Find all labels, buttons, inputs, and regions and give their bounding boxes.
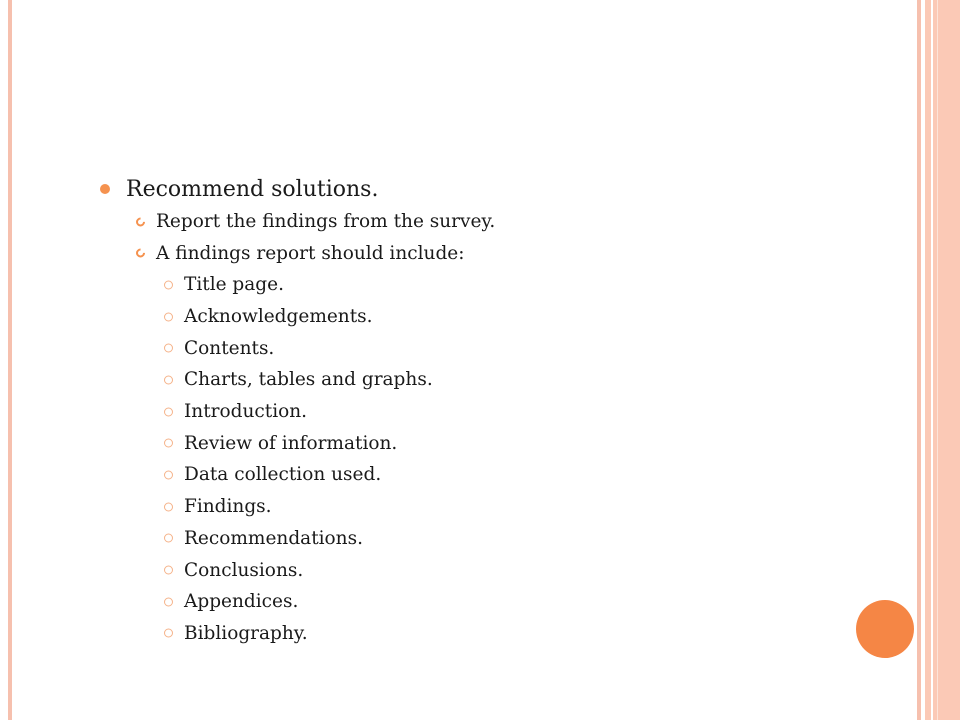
slide-content — [100, 172, 900, 649]
ring-bullet-icon — [164, 597, 173, 606]
bullet-text: Recommend solutions. — [126, 176, 379, 202]
list-item-text: Data collection used. — [184, 464, 382, 486]
frame-right-stripe-inner — [937, 0, 938, 720]
frame-right-stripe — [931, 0, 933, 720]
list-item-text: Bibliography. — [184, 622, 308, 644]
ring-bullet-icon — [164, 502, 173, 511]
list-item-title-page — [100, 269, 900, 301]
list-item-appendices — [100, 586, 900, 618]
ring-bullet-icon — [164, 534, 173, 543]
list-item-charts-tables-graphs — [100, 364, 900, 396]
ring-bullet-icon — [164, 344, 173, 353]
list-item-acknowledgements — [100, 301, 900, 333]
list-item-findings — [100, 491, 900, 523]
ring-bullet-icon — [164, 439, 173, 448]
list-item-review-of-information — [100, 427, 900, 459]
list-item-text: Conclusions. — [184, 559, 304, 581]
ring-bullet-icon — [164, 407, 173, 416]
list-item-conclusions — [100, 554, 900, 586]
ring-bullet-icon — [164, 375, 173, 384]
sub-bullet-text: Report the findings from the survey. — [156, 211, 496, 233]
ring-bullet-icon — [164, 280, 173, 289]
list-item-text: Appendices. — [184, 591, 299, 613]
sub-bullet-item-report-findings — [100, 206, 900, 238]
list-item-text: Contents. — [184, 337, 275, 359]
sub-bullet-item-report-should-include — [100, 238, 900, 270]
ring-bullet-icon — [164, 566, 173, 575]
sub-bullet-icon — [134, 215, 147, 228]
ring-bullet-icon — [164, 629, 173, 638]
list-item-text: Charts, tables and graphs. — [184, 369, 433, 391]
ring-bullet-icon — [164, 470, 173, 479]
list-item-data-collection-used — [100, 459, 900, 491]
sub-bullet-text: A findings report should include: — [156, 242, 465, 264]
bullet-dot-icon — [100, 184, 110, 194]
list-item-text: Acknowledgements. — [184, 306, 373, 328]
list-item-contents — [100, 332, 900, 364]
frame-left-line — [8, 0, 12, 720]
ring-bullet-icon — [164, 312, 173, 321]
list-item-recommendations — [100, 523, 900, 555]
list-item-bibliography — [100, 618, 900, 650]
list-item-text: Title page. — [184, 274, 284, 296]
list-item-text: Findings. — [184, 496, 272, 518]
frame-right-line — [917, 0, 921, 720]
sub-bullet-icon — [134, 247, 147, 260]
bullet-item-recommend-solutions — [100, 172, 900, 206]
list-item-text: Introduction. — [184, 401, 308, 423]
list-item-introduction — [100, 396, 900, 428]
list-item-text: Recommendations. — [184, 527, 363, 549]
list-item-text: Review of information. — [184, 432, 398, 454]
